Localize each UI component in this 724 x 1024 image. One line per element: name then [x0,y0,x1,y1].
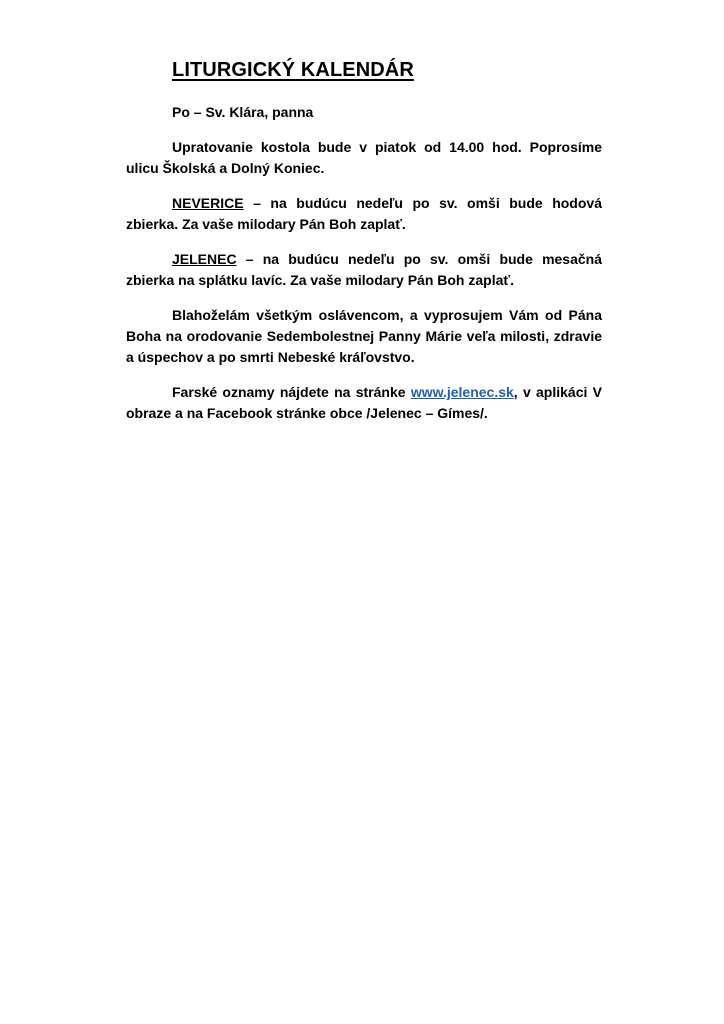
document-body [126,102,602,438]
jelenec-label: JELENEC [172,251,237,267]
website-link[interactable]: www.jelenec.sk [410,384,514,400]
neverice-text: – na budúcu nedeľu po sv. omši bude hodová zbierka. Za vaše milodary Pán Boh zaplať. [126,195,602,232]
neverice-announcement [126,193,602,235]
announcements-text-before: Farské oznamy nájdete na stránke [172,384,411,400]
cleaning-announcement: Upratovanie kostola bude v piatok od 14.00 hod. Poprosíme ulicu Školská a Dolný Koniec. [126,139,602,176]
jelenec-announcement [126,249,602,291]
announcements-paragraph [126,382,602,424]
page-title: LITURGICKÝ KALENDÁR [172,59,414,81]
blessing-paragraph: Blahoželám všetkým oslávencom, a vyprosujem Vám od Pána Boha na orodovanie Sedembolestnej Panny Márie veľa milosti, zdravie a úspechov a po smrti Nebeské kráľovstvo. [126,307,602,365]
announcements-text-after: , v aplikáci V obraze a na Facebook stránke obce /Jelenec – Gímes/. [126,384,602,421]
feast-line: Po – Sv. Klára, panna [172,104,314,120]
jelenec-text: – na budúcu nedeľu po sv. omši bude mesačná zbierka na splátku lavíc. Za vaše milodary Pán Boh zaplať. [126,251,602,288]
neverice-label: NEVERICE [172,195,244,211]
